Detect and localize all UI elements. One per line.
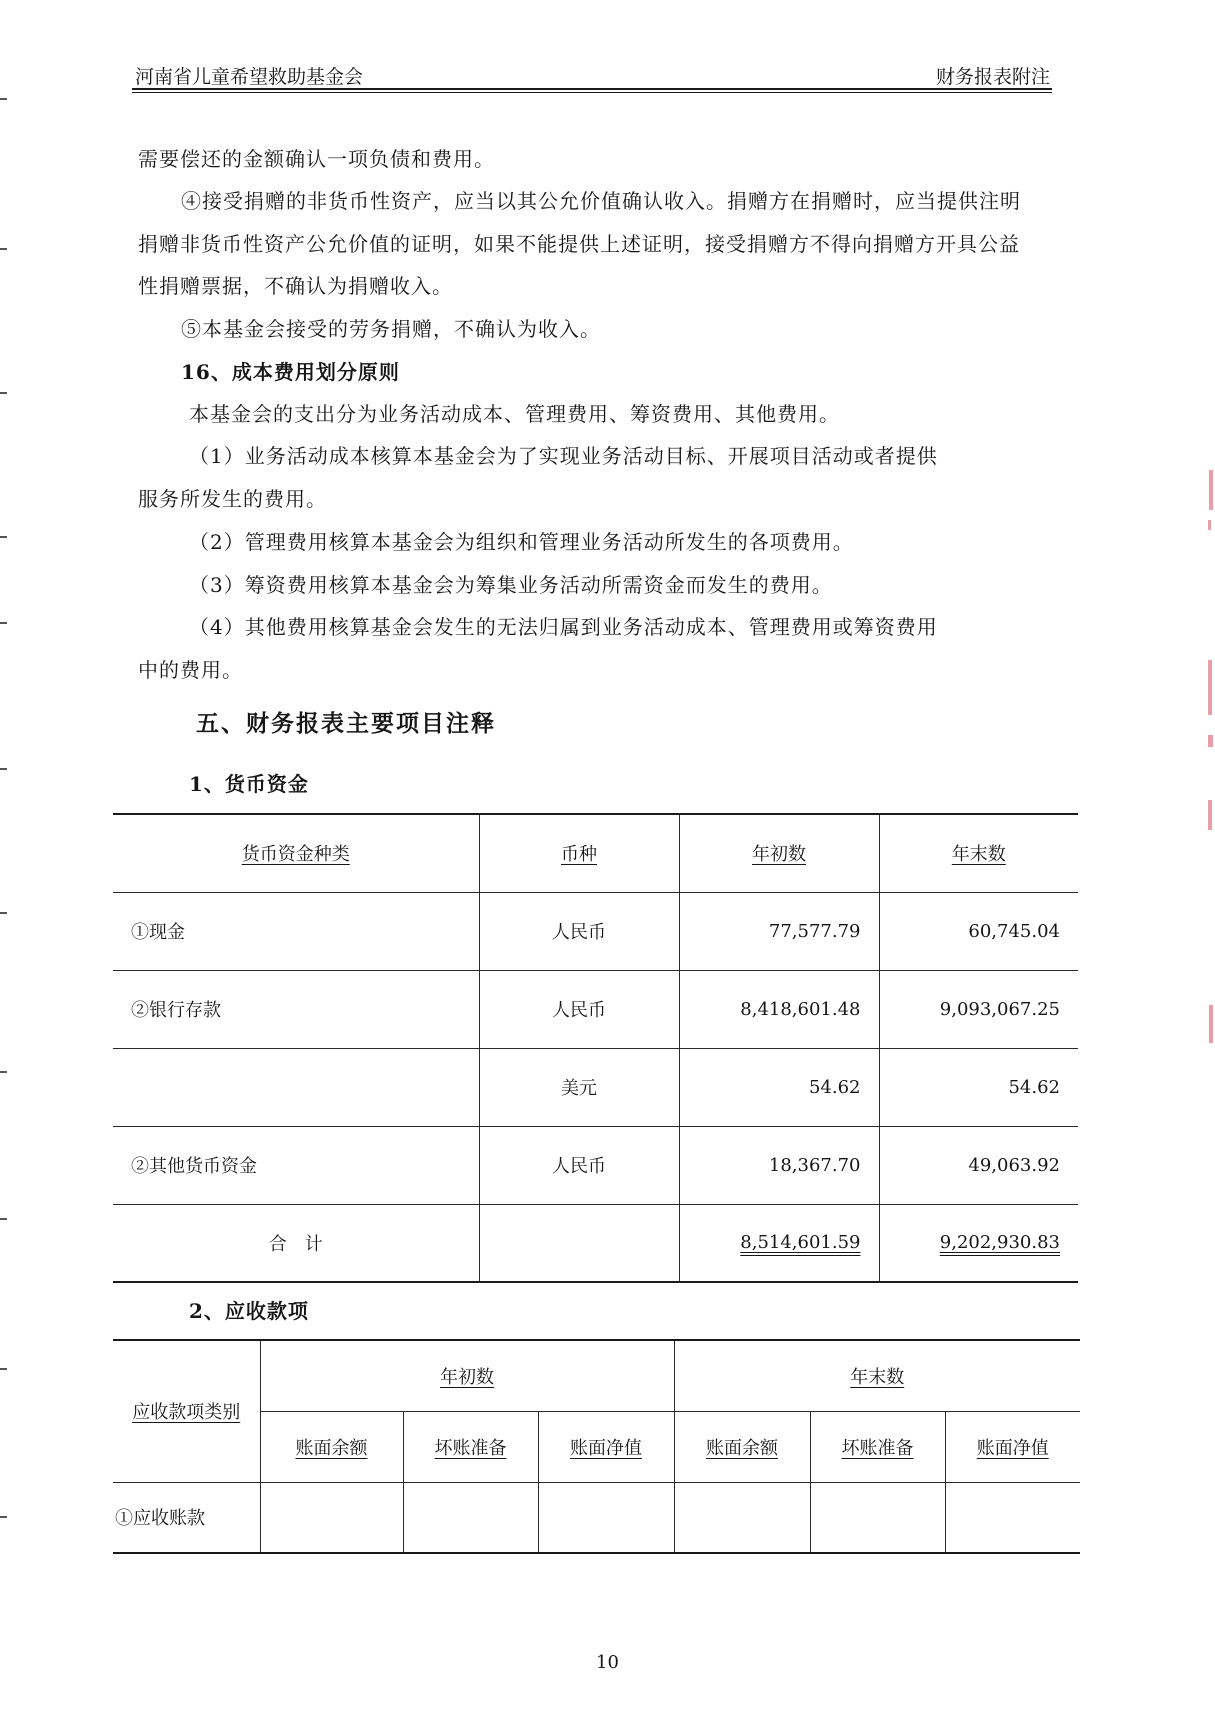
scan-stain — [1208, 800, 1212, 830]
table-row — [113, 892, 1078, 970]
table-cell: 人民币 — [479, 1126, 679, 1204]
column-header: 坏账准备 — [841, 1437, 914, 1459]
scan-mark — [0, 1218, 7, 1220]
page-number: 10 — [596, 1652, 619, 1673]
scan-mark — [0, 1368, 7, 1370]
column-header: 年末数 — [951, 844, 1006, 866]
column-header: 账面净值 — [976, 1437, 1049, 1459]
table-cell — [810, 1482, 945, 1553]
paragraph-line: （3）筹资费用核算本基金会为筹集业务活动所需资金而发生的费用。 — [189, 573, 833, 597]
scan-mark — [0, 1516, 7, 1518]
table-cell: 人民币 — [479, 970, 679, 1048]
table-cell — [674, 1482, 810, 1553]
group-header: 年初数 — [440, 1366, 494, 1388]
column-header: 币种 — [561, 844, 597, 866]
scan-mark — [0, 98, 7, 100]
table-cell: 77,577.79 — [679, 892, 879, 970]
table-cell: 18,367.70 — [679, 1126, 879, 1204]
scan-mark — [0, 392, 7, 394]
table-cell — [538, 1482, 674, 1553]
table-cell — [260, 1482, 403, 1553]
paragraph-line: （1）业务活动成本核算本基金会为了实现业务活动目标、开展项目活动或者提供 — [189, 444, 938, 468]
scan-mark — [0, 536, 7, 538]
scan-mark — [0, 622, 7, 624]
table-cell: ①应收账款 — [113, 1482, 260, 1553]
table-header-row — [113, 814, 1078, 892]
section-title: 五、财务报表主要项目注释 — [196, 710, 496, 737]
table-cell — [113, 1048, 479, 1126]
header-rule — [132, 88, 1052, 90]
column-header: 账面净值 — [570, 1437, 642, 1459]
column-header: 账面余额 — [295, 1437, 368, 1459]
paragraph-line: （4）其他费用核算基金会发生的无法归属到业务活动成本、管理费用或筹资费用 — [189, 615, 938, 639]
scan-mark — [0, 248, 7, 250]
scan-mark — [0, 1071, 7, 1073]
scan-stain — [1208, 520, 1211, 530]
column-header: 账面余额 — [706, 1437, 778, 1459]
paragraph-line: 捐赠非货币性资产公允价值的证明，如果不能提供上述证明，接受捐赠方不得向捐赠方开具公益 — [138, 232, 1020, 256]
header-rule-thin — [132, 92, 1052, 93]
table-total-row — [113, 1204, 1078, 1282]
scan-mark — [0, 912, 7, 914]
table-cell — [945, 1482, 1080, 1553]
table-cell: 美元 — [479, 1048, 679, 1126]
total-label: 合 计 — [113, 1204, 479, 1282]
total-value: 8,514,601.59 — [740, 1232, 861, 1254]
scan-stain — [1209, 1005, 1213, 1043]
column-header: 坏账准备 — [434, 1437, 507, 1459]
table-row — [113, 970, 1078, 1048]
table-cell — [479, 1204, 679, 1282]
table2-title: 2、应收款项 — [189, 1299, 309, 1323]
scan-stain — [1208, 735, 1213, 747]
table-cell: 人民币 — [479, 892, 679, 970]
paragraph-line: 中的费用。 — [138, 658, 243, 682]
table-row — [113, 1126, 1078, 1204]
table-cell: ②银行存款 — [113, 970, 479, 1048]
paragraph-line: 本基金会的支出分为业务活动成本、管理费用、筹资费用、其他费用。 — [189, 402, 840, 426]
table-cell: 60,745.04 — [879, 892, 1078, 970]
scan-stain — [1209, 470, 1213, 510]
paragraph-line: （2）管理费用核算本基金会为组织和管理业务活动所发生的各项费用。 — [189, 530, 854, 554]
column-header: 货币资金种类 — [241, 844, 350, 866]
scan-mark — [0, 768, 7, 770]
table-row — [113, 1482, 1080, 1553]
table1-title: 1、货币资金 — [189, 772, 309, 796]
header-doc-type: 财务报表附注 — [935, 66, 1050, 88]
group-header: 年末数 — [850, 1366, 905, 1388]
cash-table — [113, 813, 1078, 1283]
total-value: 9,202,930.83 — [939, 1232, 1060, 1254]
paragraph-line: ④接受捐赠的非货币性资产，应当以其公允价值确认收入。捐赠方在捐赠时，应当提供注明 — [181, 189, 1021, 213]
table-row — [113, 1048, 1078, 1126]
table-cell: ②其他货币资金 — [113, 1126, 479, 1204]
paragraph-line: 需要偿还的金额确认一项负债和费用。 — [138, 147, 495, 171]
table-cell — [403, 1482, 538, 1553]
table-header-row — [113, 1340, 1080, 1411]
receivables-table — [113, 1339, 1080, 1554]
table-cell: ①现金 — [113, 892, 479, 970]
table-cell: 49,063.92 — [879, 1126, 1078, 1204]
scan-stain — [1208, 660, 1212, 715]
table-cell: 54.62 — [679, 1048, 879, 1126]
paragraph-line: 性捐赠票据，不确认为捐赠收入。 — [138, 274, 453, 298]
subsection-heading: 16、成本费用划分原则 — [181, 360, 400, 384]
column-header: 年初数 — [752, 844, 806, 866]
column-header: 应收款项类别 — [132, 1402, 241, 1424]
paragraph-line: 服务所发生的费用。 — [138, 487, 327, 511]
table-cell: 54.62 — [879, 1048, 1078, 1126]
table-cell: 9,093,067.25 — [879, 970, 1078, 1048]
header-org: 河南省儿童希望救助基金会 — [135, 66, 364, 88]
table-cell: 8,418,601.48 — [679, 970, 879, 1048]
paragraph-line: ⑤本基金会接受的劳务捐赠，不确认为收入。 — [181, 317, 601, 341]
